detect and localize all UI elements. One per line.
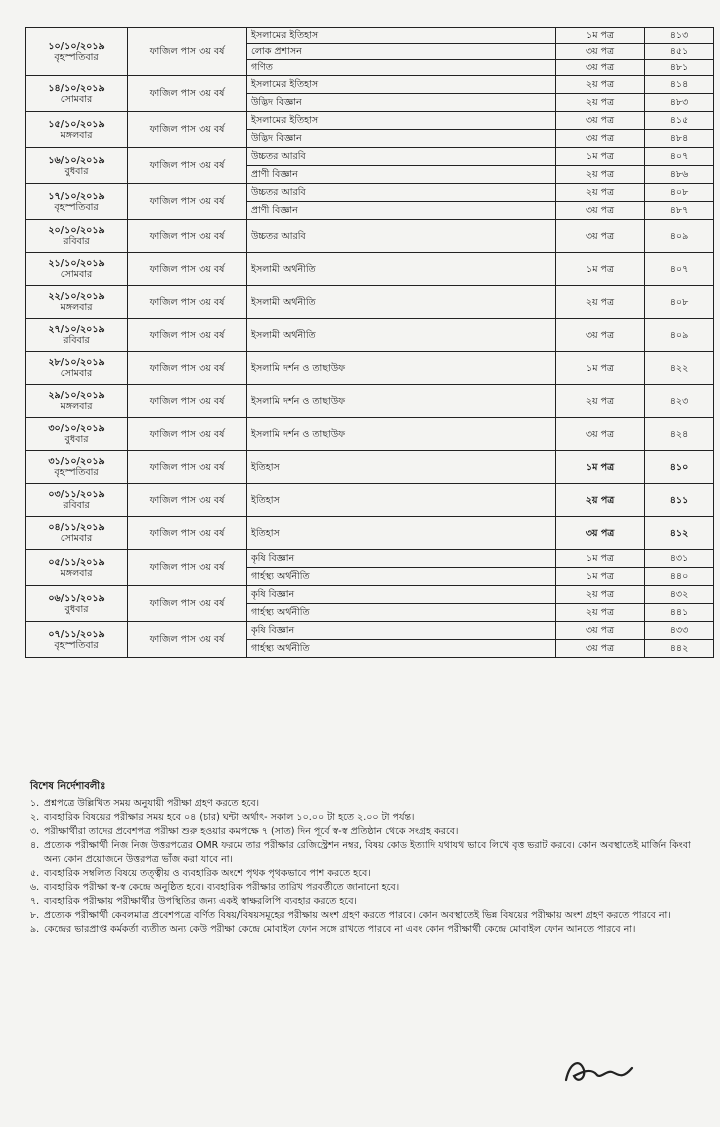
table-row [26,352,714,385]
paper-cell: ১ম পত্র [556,28,645,44]
exam-date-cell [26,286,128,319]
exam-date: ২৭/১০/২০১৯ [48,324,105,335]
subject-cell: ইসলামী অর্থনীতি [247,286,556,319]
table-row [26,112,714,130]
exam-date-cell [26,385,128,418]
subject-code-cell: ৪৪২ [645,640,714,658]
subject-code-cell: ৪১৫ [645,112,714,130]
subject-cell: কৃষি বিজ্ঞান [247,622,556,640]
paper-cell: ৩য় পত্র [556,622,645,640]
subject-cell: ইসলামী অর্থনীতি [247,319,556,352]
subject-code-cell: ৪০৮ [645,286,714,319]
instruction-text: ব্যবহারিক পরীক্ষা স্ব-স্ব কেন্দ্রে অনুষ্ঠিত হবে। ব্যবহারিক পরীক্ষার তারিখ পরবর্তীতে জানানো হবে। [44,882,400,893]
instruction-number: ৮. [30,910,40,921]
paper-cell: ৩য় পত্র [556,60,645,76]
instruction-item [30,923,710,937]
paper-cell: ৩য় পত্র [556,44,645,60]
exam-day: মঙ্গলবার [60,567,93,579]
table-row [26,28,714,44]
subject-cell: উচ্চতর আরবি [247,220,556,253]
paper-cell: ১ম পত্র [556,550,645,568]
exam-date: ১০/১০/২০১৯ [48,40,105,52]
subject-code-cell: ৪৩২ [645,586,714,604]
paper-cell: ৩য় পত্র [556,130,645,148]
instruction-item [30,825,710,839]
subject-cell: ইসলামি দর্শন ও তাছাউফ [247,418,556,451]
exam-day: রবিবার [63,500,90,511]
instruction-number: ৩. [30,826,40,837]
exam-date-cell [26,451,128,484]
instructions-list [30,797,710,937]
subject-cell: উচ্চতর আরবি [247,184,556,202]
table-row [26,451,714,484]
table-row [26,385,714,418]
instruction-text: ব্যবহারিক বিষয়ের পরীক্ষার সময় হবে ০৪ (চার) ঘন্টা অর্থাৎ- সকাল ১০.০০ টা হতে ২.০০ টা পর্যন্ত। [44,812,415,823]
exam-day: মঙ্গলবার [60,129,93,141]
subject-cell: উদ্ভিদ বিজ্ঞান [247,94,556,112]
exam-date-cell [26,28,128,76]
exam-day: রবিবার [63,335,90,346]
exam-date: ২২/১০/২০১৯ [48,291,105,302]
exam-day: সোমবার [60,93,93,105]
subject-code-cell: ৪৮৭ [645,202,714,220]
instruction-text: প্রশ্নপত্রে উল্লিখিত সময় অনুযায়ী পরীক্ষা গ্রহণ করতে হবে। [44,798,260,809]
exam-schedule-table [25,27,714,658]
subject-code-cell: ৪১১ [645,484,714,517]
instruction-number: ২. [30,812,40,823]
exam-date-cell [26,319,128,352]
subject-cell: গার্হস্থ্য অর্থনীতি [247,604,556,622]
subject-code-cell: ৪৪০ [645,568,714,586]
signature [560,1050,640,1090]
subject-cell: কৃষি বিজ্ঞান [247,550,556,568]
table-row [26,622,714,640]
exam-date: ২১/১০/২০১৯ [48,258,105,269]
instruction-number: ৫. [30,868,40,879]
instruction-number: ১. [30,798,40,809]
exam-date: ২৮/১০/২০১৯ [48,357,105,368]
exam-day: বুধবার [64,165,89,177]
subject-code-cell: ৪৮১ [645,60,714,76]
paper-cell: ২য় পত্র [556,586,645,604]
paper-cell: ৩য় পত্র [556,418,645,451]
subject-code-cell: ৪৮৬ [645,166,714,184]
subject-code-cell: ৪৮৪ [645,130,714,148]
class-cell: ফাজিল পাস ৩য় বর্ষ [128,385,247,418]
paper-cell: ১ম পত্র [556,451,645,484]
subject-code-cell: ৪১২ [645,517,714,550]
subject-cell: ইসলামী অর্থনীতি [247,253,556,286]
exam-date: ০৫/১১/২০১৯ [48,556,105,568]
subject-code-cell: ৪০৯ [645,220,714,253]
exam-date: ০৪/১১/২০১৯ [48,522,105,533]
exam-date: ৩০/১০/২০১৯ [48,423,105,434]
special-instructions [30,780,710,937]
instruction-number: ৬. [30,882,40,893]
subject-code-cell: ৪৩১ [645,550,714,568]
exam-date-cell [26,148,128,184]
exam-schedule-body [26,28,714,658]
exam-date-cell [26,550,128,586]
class-cell: ফাজিল পাস ৩য় বর্ষ [128,319,247,352]
exam-day: মঙ্গলবার [60,401,93,412]
exam-date: ০৭/১১/২০১৯ [48,628,105,640]
subject-cell: গার্হস্থ্য অর্থনীতি [247,568,556,586]
subject-code-cell: ৪০৮ [645,184,714,202]
subject-cell: প্রাণী বিজ্ঞান [247,166,556,184]
instruction-number: ৯. [30,924,40,935]
exam-date-cell [26,418,128,451]
instruction-number: ৪. [30,840,40,851]
exam-date-cell [26,253,128,286]
subject-code-cell: ৪১৩ [645,28,714,44]
instruction-item [30,895,710,909]
class-cell: ফাজিল পাস ৩য় বর্ষ [128,220,247,253]
table-row [26,586,714,604]
table-row [26,184,714,202]
paper-cell: ৩য় পত্র [556,517,645,550]
subject-code-cell: ৪৪১ [645,604,714,622]
instruction-item [30,867,710,881]
subject-cell: ইসলামি দর্শন ও তাছাউফ [247,385,556,418]
exam-date-cell [26,184,128,220]
class-cell: ফাজিল পাস ৩য় বর্ষ [128,622,247,658]
class-cell: ফাজিল পাস ৩য় বর্ষ [128,28,247,76]
instruction-text: প্রত্যেক পরীক্ষার্থী নিজ নিজ উত্তরপত্রের OMR ফরমে তার পরীক্ষার রেজিস্ট্রেশন নম্বর, বিষয় কোড ইত্যাদি যথাযথ ভাবে লিখে বৃত্ত ভরাট করবে। কোন অবস্থাতেই মার্জিন কিংবা অন্য কোন প্রয়োজনে উত্তরপত্র ভাঁজ করা যাবে না। [44,840,691,865]
exam-date-cell [26,112,128,148]
instruction-item [30,797,710,811]
exam-date: ১৭/১০/২০১৯ [48,190,105,202]
subject-cell: ইতিহাস [247,451,556,484]
class-cell: ফাজিল পাস ৩য় বর্ষ [128,148,247,184]
subject-code-cell: ৪৩৩ [645,622,714,640]
instruction-text: কেন্দ্রের ভারপ্রাপ্ত কর্মকর্তা ব্যতীত অন্য কেউ পরীক্ষা কেন্দ্রে মোবাইল ফোন সঙ্গে রাখতে পারবে না এবং কোন পরীক্ষার্থী কেন্দ্রে মোবাইল ফোন আনতে পারবে না। [44,924,636,935]
class-cell: ফাজিল পাস ৩য় বর্ষ [128,586,247,622]
exam-date: ০৬/১১/২০১৯ [48,592,105,604]
paper-cell: ৩য় পত্র [556,202,645,220]
subject-code-cell: ৪০৭ [645,148,714,166]
exam-day: বৃহস্পতিবার [54,639,99,651]
subject-code-cell: ৪২৪ [645,418,714,451]
exam-date-cell [26,517,128,550]
instruction-text: প্রত্যেক পরীক্ষার্থী কেবলমাত্র প্রবেশপত্রে বর্ণিত বিষয়/বিষয়সমূহের পরীক্ষায় অংশ গ্রহণ করতে পারবে। কোন অবস্থাতেই ভিন্ন বিষয়ের পরীক্ষায় অংশ গ্রহণ করতে পারবে না। [44,910,671,921]
class-cell: ফাজিল পাস ৩য় বর্ষ [128,418,247,451]
subject-cell: ইসলামের ইতিহাস [247,76,556,94]
class-cell: ফাজিল পাস ৩য় বর্ষ [128,352,247,385]
paper-cell: ১ম পত্র [556,352,645,385]
exam-day: বৃহস্পতিবার [54,467,99,478]
instruction-item [30,811,710,825]
class-cell: ফাজিল পাস ৩য় বর্ষ [128,286,247,319]
paper-cell: ২য় পত্র [556,184,645,202]
exam-date-cell [26,586,128,622]
subject-code-cell: ৪২২ [645,352,714,385]
instructions-heading: বিশেষ নির্দেশাবলীঃ [30,781,106,792]
subject-code-cell: ৪২৩ [645,385,714,418]
subject-code-cell: ৪০৭ [645,253,714,286]
table-row [26,418,714,451]
paper-cell: ২য় পত্র [556,286,645,319]
table-row [26,76,714,94]
subject-cell: ইসলামের ইতিহাস [247,112,556,130]
table-row [26,550,714,568]
paper-cell: ১ম পত্র [556,568,645,586]
subject-cell: ইতিহাস [247,517,556,550]
exam-day: বুধবার [64,434,89,445]
subject-code-cell: ৪১৪ [645,76,714,94]
exam-day: রবিবার [63,236,90,247]
subject-code-cell: ৪১০ [645,451,714,484]
paper-cell: ২য় পত্র [556,604,645,622]
table-row [26,319,714,352]
exam-date-cell [26,352,128,385]
instruction-number: ৭. [30,896,40,907]
exam-day: সোমবার [60,533,93,544]
exam-date: ৩১/১০/২০১৯ [48,456,105,467]
exam-date: ২০/১০/২০১৯ [48,225,105,236]
subject-code-cell: ৪০৯ [645,319,714,352]
paper-cell: ৩য় পত্র [556,319,645,352]
subject-cell: গণিত [247,60,556,76]
subject-cell: গার্হস্থ্য অর্থনীতি [247,640,556,658]
class-cell: ফাজিল পাস ৩য় বর্ষ [128,517,247,550]
exam-date: ২৯/১০/২০১৯ [48,390,105,401]
instruction-item [30,839,710,867]
class-cell: ফাজিল পাস ৩য় বর্ষ [128,550,247,586]
paper-cell: ৩য় পত্র [556,112,645,130]
exam-date-cell [26,76,128,112]
instruction-text: ব্যবহারিক পরীক্ষায় পরীক্ষার্থীর উপস্থিতির জন্য একই স্বাক্ষরলিপি ব্যবহার করতে হবে। [44,896,357,907]
subject-cell: ইতিহাস [247,484,556,517]
table-row [26,517,714,550]
class-cell: ফাজিল পাস ৩য় বর্ষ [128,253,247,286]
paper-cell: ২য় পত্র [556,166,645,184]
exam-date: ১৫/১০/২০১৯ [48,118,105,130]
exam-day: মঙ্গলবার [60,302,93,313]
paper-cell: ৩য় পত্র [556,640,645,658]
exam-date: ১৪/১০/২০১৯ [48,82,105,94]
exam-date-cell [26,220,128,253]
paper-cell: ২য় পত্র [556,94,645,112]
exam-date-cell [26,484,128,517]
paper-cell: ২য় পত্র [556,385,645,418]
paper-cell: ২য় পত্র [556,484,645,517]
exam-date-cell [26,622,128,658]
paper-cell: ১ম পত্র [556,148,645,166]
table-row [26,148,714,166]
instruction-item [30,909,710,923]
subject-cell: উচ্চতর আরবি [247,148,556,166]
paper-cell: ২য় পত্র [556,76,645,94]
subject-cell: ইসলামি দর্শন ও তাছাউফ [247,352,556,385]
instruction-text: ব্যবহারিক সম্বলিত বিষয়ে তত্ত্বীয় ও ব্যবহারিক অংশে পৃথক পৃথকভাবে পাশ করতে হবে। [44,868,371,879]
subject-cell: কৃষি বিজ্ঞান [247,586,556,604]
exam-date: ০৩/১১/২০১৯ [48,489,105,500]
exam-date: ১৬/১০/২০১৯ [48,154,105,166]
class-cell: ফাজিল পাস ৩য় বর্ষ [128,484,247,517]
paper-cell: ৩য় পত্র [556,220,645,253]
exam-day: সোমবার [60,368,93,379]
subject-code-cell: ৪৫১ [645,44,714,60]
paper-cell: ১ম পত্র [556,253,645,286]
exam-day: বৃহস্পতিবার [54,201,99,213]
subject-cell: প্রাণী বিজ্ঞান [247,202,556,220]
class-cell: ফাজিল পাস ৩য় বর্ষ [128,112,247,148]
subject-cell: উদ্ভিদ বিজ্ঞান [247,130,556,148]
class-cell: ফাজিল পাস ৩য় বর্ষ [128,451,247,484]
exam-day: বৃহস্পতিবার [54,51,99,63]
class-cell: ফাজিল পাস ৩য় বর্ষ [128,184,247,220]
table-row [26,484,714,517]
subject-code-cell: ৪৮৩ [645,94,714,112]
table-row [26,286,714,319]
subject-cell: লোক প্রশাসন [247,44,556,60]
exam-day: সোমবার [60,269,93,280]
instruction-text: পরীক্ষার্থীরা তাদের প্রবেশপত্র পরীক্ষা শুরু হওয়ার কমপক্ষে ৭ (সাত) দিন পূর্বে স্ব-স্ব প্রতিষ্ঠান থেকে সংগ্রহ করবে। [44,826,459,837]
class-cell: ফাজিল পাস ৩য় বর্ষ [128,76,247,112]
table-row [26,220,714,253]
exam-day: বুধবার [64,603,89,615]
table-row [26,253,714,286]
instruction-item [30,881,710,895]
subject-cell: ইসলামের ইতিহাস [247,28,556,44]
